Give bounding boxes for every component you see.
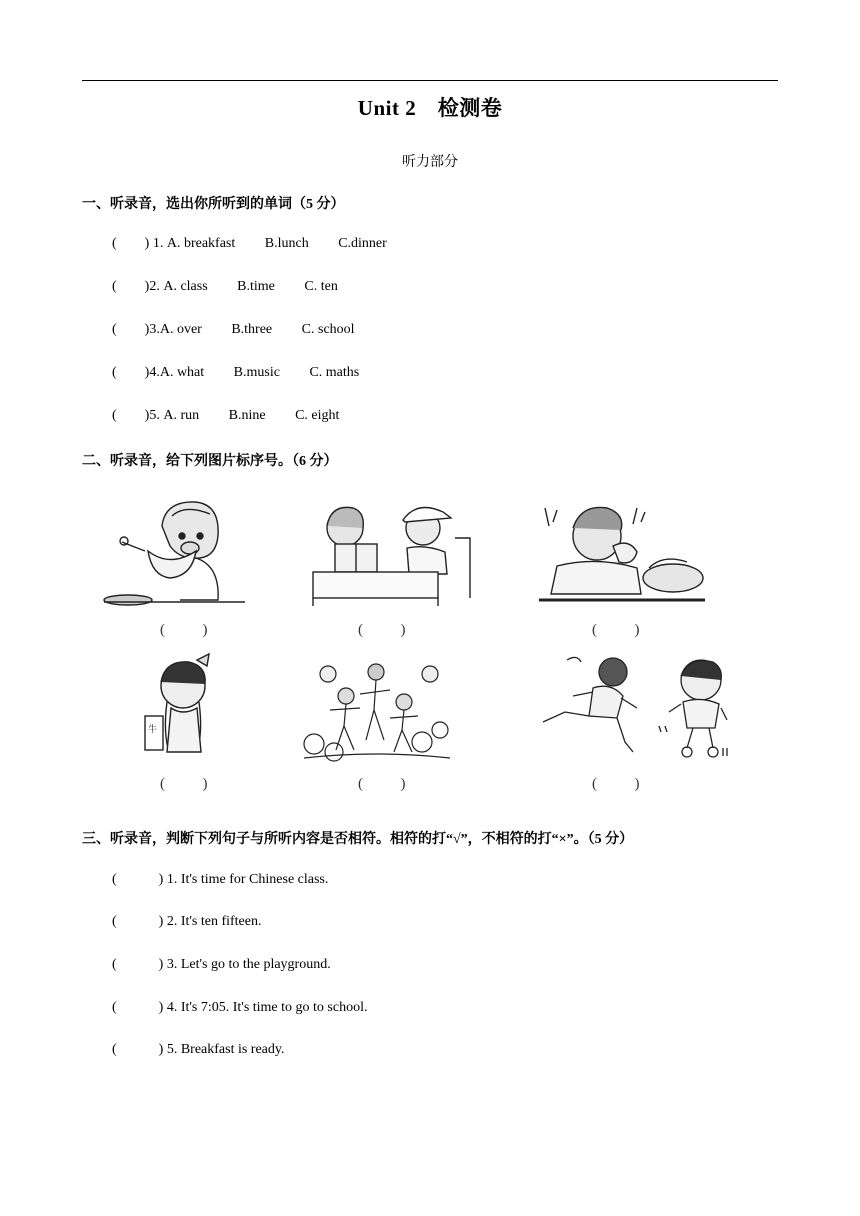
page-subtitle: 听力部分 [402,155,458,170]
answer-blank[interactable]: ( ) [112,872,164,887]
children-running-jumping-picture [537,652,729,762]
item-number: 1. [149,236,164,251]
answer-blank[interactable]: ( ) [358,776,406,792]
statement-text: 2. It's ten fifteen. [163,914,262,929]
statement-text: 5. Breakfast is ready. [163,1042,285,1057]
list-item [112,872,328,888]
option-b: B.three [231,322,273,337]
list-item [112,322,355,338]
section3-heading: 三、听录音，判断下列句子与所听内容是否相符。相符的打“√”，不相符的打“×”。（5 分） [82,832,634,847]
list-item [112,957,331,973]
option-a: A. run [163,408,200,423]
option-c: C. maths [309,365,360,380]
page-title: Unit 2 检测卷 [357,96,503,120]
statement-text: 3. Let's go to the playground. [163,957,331,972]
option-c: C. ten [304,279,338,294]
answer-blank[interactable]: ( ) [160,622,208,638]
answer-blank[interactable]: ( ) [112,1000,164,1015]
option-b: B.nine [228,408,266,423]
option-a: A. over [159,322,202,337]
boy-eating-chicken-picture [537,496,707,608]
answer-blank[interactable]: ( ) [592,622,640,638]
header-rule [82,80,778,81]
answer-blank[interactable]: ( ) [112,236,150,251]
list-item [112,365,359,381]
option-c: C. school [301,322,355,337]
children-dancing-picture [300,660,452,762]
option-b: B.music [233,365,280,380]
answer-blank[interactable]: ( ) [112,914,164,929]
option-b: B.time [237,279,275,294]
list-item [112,1042,285,1058]
statement-text: 4. It's 7:05. It's time to go to school. [163,1000,368,1015]
item-number: 5. [149,408,160,423]
answer-blank[interactable]: ( ) [112,279,150,294]
answer-blank[interactable]: ( ) [592,776,640,792]
answer-blank[interactable]: ( ) [160,776,208,792]
option-a: A. what [159,365,205,380]
list-item [112,236,387,252]
section1-heading: 一、听录音，选出你所听到的单词（5 分） [82,197,345,212]
option-a: A. class [163,279,208,294]
option-a: A. breakfast [166,236,236,251]
option-c: C.dinner [338,236,387,251]
answer-blank[interactable]: ( ) [112,322,150,337]
option-b: B.lunch [264,236,309,251]
list-item [112,279,338,295]
boy-cooking-picture [100,496,250,608]
item-number: 4. [149,365,160,380]
svg-text:牛: 牛 [148,724,158,734]
statement-text: 1. It's time for Chinese class. [163,872,329,887]
item-number: 3. [149,322,160,337]
answer-blank[interactable]: ( ) [112,957,164,972]
answer-blank[interactable]: ( ) [112,1042,164,1057]
girl-with-milk-picture [137,652,227,760]
option-c: C. eight [295,408,340,423]
answer-blank[interactable]: ( ) [112,365,150,380]
answer-blank[interactable]: ( ) [112,408,150,423]
list-item [112,1000,367,1016]
item-number: 2. [149,279,160,294]
list-item [112,408,339,424]
section2-heading: 二、听录音，给下列图片标序号。（6 分） [82,454,338,469]
list-item [112,914,262,930]
answer-blank[interactable]: ( ) [358,622,406,638]
children-reading-picture [305,498,475,608]
